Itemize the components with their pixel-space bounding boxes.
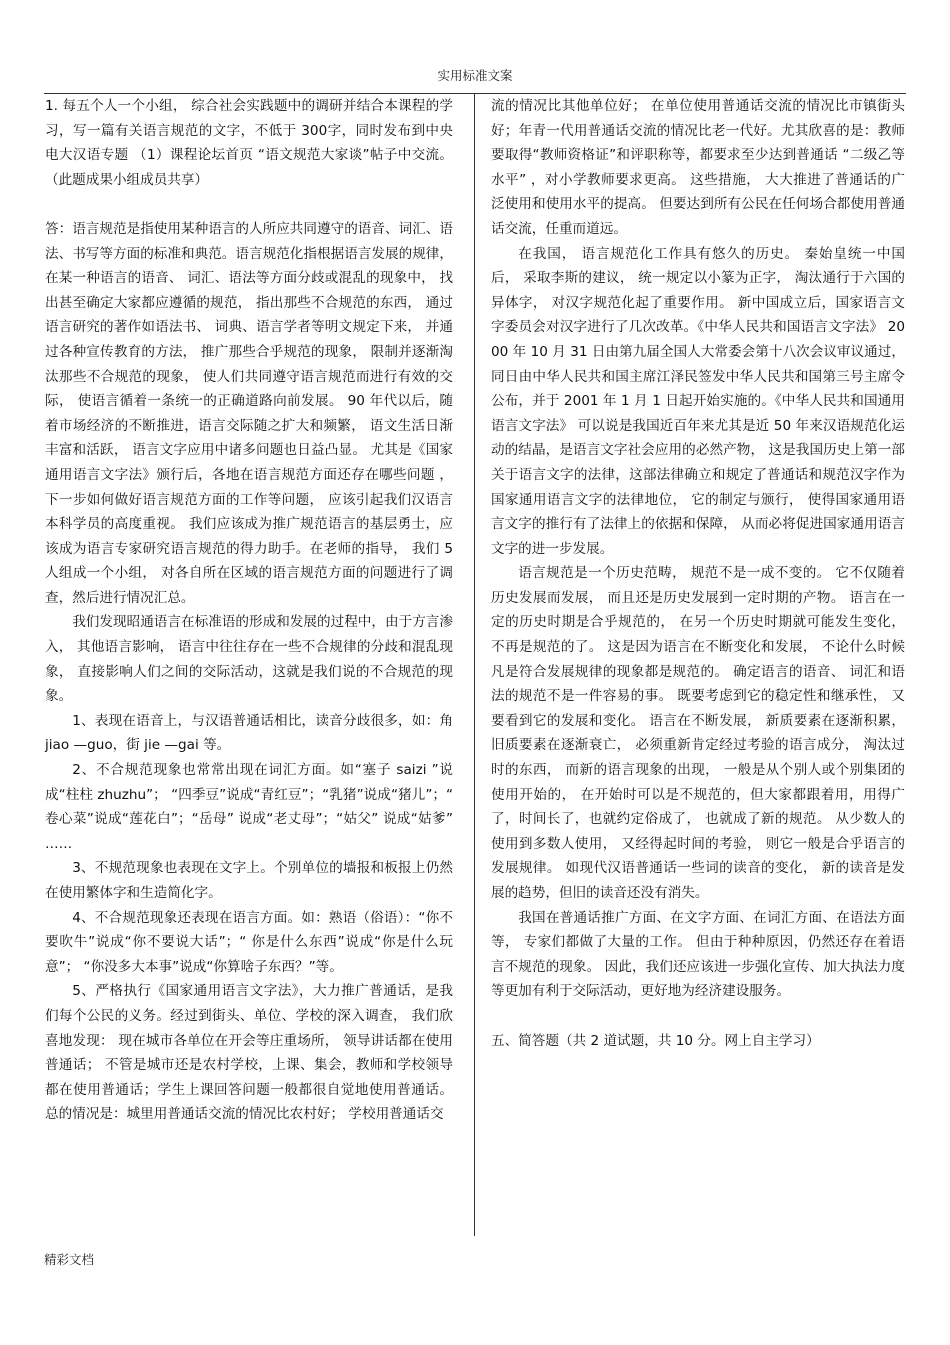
left-column xyxy=(45,94,453,1127)
point-5-law: 5、严格执行《国家通用语言文字法》，大力推广普通话，是我们每个公民的义务。经过到街头、单位、学校的深入调查， 我们欣喜地发现： 现在城市各单位在开会等庄重场所， 领导讲话都在使用普通话； 不管是城市还是农村学校，上课、集会，教师和学校领导都在使用普通话；学生上课回答问题一般都很自觉地使用普通话。 总的情况是：城里用普通话交流的情况比农村好； 学校用普通话交 xyxy=(45,983,453,1123)
point-5-continued: 流的情况比其他单位好； 在单位使用普通话交流的情况比市镇街头好；年青一代用普通话交流的情况比老一代好。尤其欣喜的是：教师要取得“教师资格证”和评职称等，都要求至少达到普通话 “二级乙等水平” ，对小学教师要求更高。 这些措施， 大大推进了普通话的广泛使用和使用水平的提高。 但要达到所有公民在任何场合都使用普通话交流，任重而道远。 xyxy=(491,98,905,237)
page-footer: 精彩文档 xyxy=(44,1252,95,1267)
page-header: 实用标准文案 xyxy=(437,68,513,83)
right-column xyxy=(491,94,905,1053)
norm-paragraph: 语言规范是一个历史范畴， 规范不是一成不变的。 它不仅随着历史发展而发展， 而且还是历史发展到一定时期的产物。 语言在一定的历史时期是合乎规范的， 在另一个历史时期就可能发生变化， 不再是规范的了。 这是因为语言在不断变化和发展， 不论什么时候凡是符合发展规律的现象都是规范的。 确定语言的语音、 词汇和语法的规范不是一件容易的事。 既要考虑到它的稳定性和继承性， 又要看到它的发展和变化。 语言在不断发展， 新质要素在逐渐积累， 旧质要素在逐渐衰亡， 必须重新肯定经过考验的语言成分， 淘汰过时的东西， 而新的语言现象的出现， 一般是从个别人或个别集团的使用开始的， 在开始时可以是不规范的，但大家都跟着用，用得广了，时间长了，也就约定俗成了， 也就成了新的规范。 从少数人的使用到多数人使用， 又经得起时间的考验， 则它一般是合乎语言的发展规律。 如现代汉语普通话一些词的读音的变化， 新的读音是发展的趋势，但旧的读音还没有消失。 xyxy=(491,565,905,901)
answer-paragraph: 答：语言规范是指使用某种语言的人所应共同遵守的语音、词汇、语法、书写等方面的标准和典范。语言规范化指根据语言发展的规律， 在某一种语言的语音、 词汇、语法等方面分歧或混乱的现象中， 找出甚至确定大家都应遵循的规范， 指出那些不合规范的东西， 通过语言研究的著作如语法书、 词典、语言学者等明文规定下来， 并通过各种宣传教育的方法， 推广那些合乎规范的现象， 限制并逐渐淘汰那些不合规范的现象， 使人们共同遵守语言规范而进行有效的交际， 使语言循着一条统一的正确道路向前发展。 90 年代以后，随着市场经济的不断推进，语言交际随之扩大和频繁， 语文生活日渐丰富和活跃， 语言文字应用中诸多问题也日益凸显。 尤其是《国家通用语言文字法》颁行后，各地在语言规范方面还存在哪些问题 ，下一步如何做好语言规范方面的工作等问题， 应该引起我们汉语言本科学员的高度重视。 我们应该成为推广规范语言的基层勇士，应该成为语言专家研究语言规范的得力助手。在老师的指导， 我们 5 人组成一个小组， 对各自所在区域的语言规范方面的问题进行了调查，然后进行情况汇总。 xyxy=(45,220,453,606)
findings-paragraph: 我们发现昭通语言在标准语的形成和发展的过程中，由于方言渗入， 其他语言影响， 语言中往往存在一些不合规律的分歧和混乱现象， 直接影响人们之间的交际活动，这就是我们说的不合规范的现象。 xyxy=(45,614,453,705)
conclusion-paragraph: 我国在普通话推广方面、在文字方面、在词汇方面、在语法方面等， 专家们都做了大量的工作。 但由于种种原因，仍然还存在着语言不规范的现象。 因此，我们还应该进一步强化宣传、加大执法力度等更加有利于交际活动，更好地为经济建设服务。 xyxy=(491,909,905,1000)
point-3-characters: 3、不规范现象也表现在文字上。个别单位的墙报和板报上仍然在使用繁体字和生造简化字。 xyxy=(45,860,453,901)
point-4-language: 4、不合规范现象还表现在语言方面。如：熟语（俗语）：“你不要吹牛”说成“你不要说大话”；“ 你是什么东西”说成“你是什么玩意”； “你没多大本事”说成“你算啥子东西？”等。 xyxy=(45,909,453,975)
history-paragraph: 在我国， 语言规范化工作具有悠久的历史。 秦始皇统一中国后， 采取李斯的建议， 统一规定以小篆为正字， 淘汰通行于六国的异体字， 对汉字规范化起了重要作用。 新中国成立后，国家语言文字委员会对汉字进行了几次改革。《中华人民共和国语言文字法》 2000 年 10 月 31 日由第九届全国人大常委会第十八次会议审议通过， 同日由中华人民共和国主席江泽民签发中华人民共和国第三号主席令公布，并于 2001 年 1 月 1 日起开始实施的。《中华人民共和国通用语言文字法》 可以说是我国近百年来尤其是近 50 年来汉语规范化运动的结晶，是语言文字社会应用的必然产物， 这是我国历史上第一部关于语言文字的法律，这部法律确立和规定了普通话和规范汉字作为国家通用语言文字的法律地位， 它的制定与颁行， 使得国家通用语言文字的推行有了法律上的依据和保障， 从而必将促进国家通用语言文字的进一步发展。 xyxy=(491,245,905,557)
column-divider xyxy=(474,93,475,1236)
question-1: 1. 每五个人一个小组， 综合社会实践题中的调研并结合本课程的学习，写一篇有关语言规范的文字，不低于 300字，同时发布到中央电大汉语专题 （1）课程论坛首页 “语文规范大家谈”帖子中交流。（此题成果小组成员共享） xyxy=(45,98,453,188)
point-1-phonetics: 1、表现在语音上，与汉语普通话相比，读音分歧很多，如：角 jiao —guo，街 jie —gai 等。 xyxy=(45,712,453,754)
point-2-vocabulary: 2、不合规范现象也常常出现在词汇方面。如“塞子 saizi ”说成“柱柱 zhuzhu”； “四季豆”说成“青红豆”；“乳猪”说成“猪儿”；“ 卷心菜”说成“莲花白”；“岳母” 说成“老丈母”；“姑父” 说成“姑爹” …… xyxy=(45,762,453,852)
section-5-heading: 五、简答题（共 2 道试题，共 10 分。网上自主学习） xyxy=(491,1032,820,1049)
